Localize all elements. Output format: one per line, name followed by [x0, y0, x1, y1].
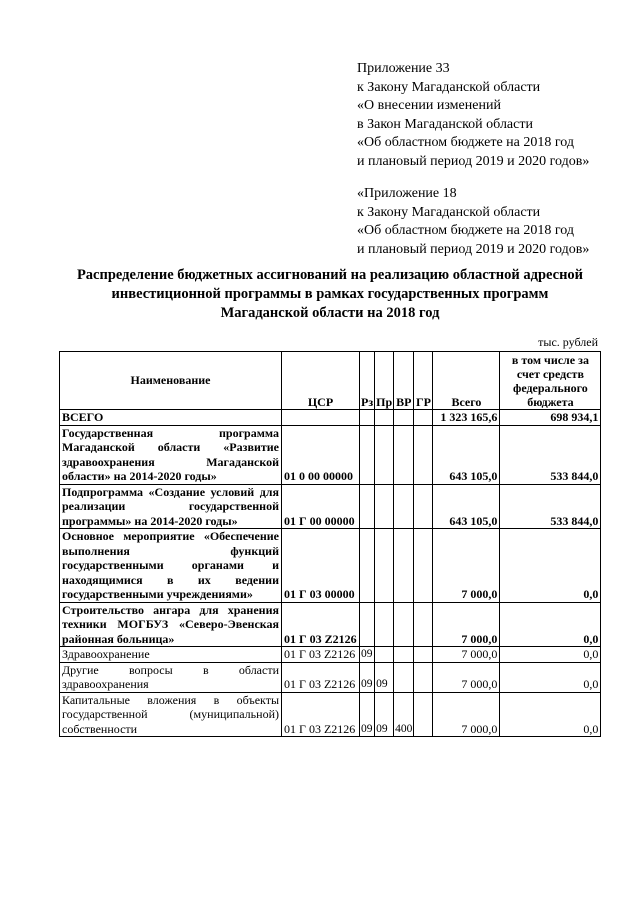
row-vr: [394, 647, 414, 663]
row-vr: [394, 425, 414, 484]
row-federal: 533 844,0: [500, 425, 601, 484]
row-vr: [394, 662, 414, 692]
row-total: 7 000,0: [433, 529, 500, 603]
row-total: 643 105,0: [433, 484, 500, 529]
row-csr: 01 Г 00 00000: [282, 484, 360, 529]
row-federal: 533 844,0: [500, 484, 601, 529]
appendix-heading: [357, 60, 589, 259]
row-csr: 01 Г 03 00000: [282, 529, 360, 603]
appendix-line: и плановый период 2019 и 2020 годов»: [357, 241, 590, 257]
row-csr: [282, 410, 360, 426]
header-total: Всего: [433, 352, 500, 410]
appendix-line: к Закону Магаданской области: [357, 79, 541, 95]
row-name: Другие вопросы в области здравоохранения: [60, 662, 282, 692]
header-federal: в том числе за счет средств федерального бюджета: [500, 352, 601, 410]
row-csr: 01 Г 03 Z2126: [282, 692, 360, 737]
header-name: Наименование: [60, 352, 282, 410]
row-pr: [375, 529, 394, 603]
row-csr: 01 Г 03 Z2126: [282, 602, 360, 647]
row-total: 1 323 165,6: [433, 410, 500, 426]
row-vr: [394, 529, 414, 603]
row-total: 7 000,0: [433, 647, 500, 663]
row-gr: [414, 662, 433, 692]
table-row: [60, 425, 601, 484]
document-title: [40, 266, 620, 323]
header-pr: Пр: [375, 352, 394, 410]
row-rz: [360, 484, 375, 529]
row-pr: [375, 425, 394, 484]
row-rz: 09: [360, 662, 375, 692]
row-pr: 09: [375, 692, 394, 737]
row-federal: 698 934,1: [500, 410, 601, 426]
row-gr: [414, 647, 433, 663]
table-header-row: [60, 352, 601, 410]
row-gr: [414, 410, 433, 426]
row-gr: [414, 425, 433, 484]
appendix-line: «Приложение 18: [357, 186, 457, 201]
row-pr: [375, 410, 394, 426]
row-rz: 09: [360, 692, 375, 737]
appendix-line: и плановый период 2019 и 2020 годов»: [357, 153, 590, 169]
title-line: Магаданской области на 2018 год: [220, 305, 440, 321]
title-line: Распределение бюджетных ассигнований на реализацию областной адресной: [76, 267, 584, 283]
table-row: [60, 692, 601, 737]
appendix-line: Приложение 33: [357, 61, 450, 76]
row-pr: 09: [375, 662, 394, 692]
header-gr: ГР: [414, 352, 433, 410]
table-row: [60, 602, 601, 647]
row-total: 643 105,0: [433, 425, 500, 484]
row-name: Государственная программа Магаданской области «Развитие здравоохранения Магаданской области» на 2014-2020 годы»: [60, 425, 282, 484]
row-pr: [375, 484, 394, 529]
row-rz: [360, 425, 375, 484]
table-row: [60, 662, 601, 692]
row-total: 7 000,0: [433, 602, 500, 647]
row-federal: 0,0: [500, 692, 601, 737]
budget-table: [59, 351, 601, 737]
row-name: Основное мероприятие «Обеспечение выполнения функций государственными органами и находящимися в их ведении государственными учреждениями»: [60, 529, 282, 603]
row-csr: 01 0 00 00000: [282, 425, 360, 484]
row-pr: [375, 602, 394, 647]
row-name: Подпрограмма «Создание условий для реализации государственной программы» на 2014-2020 годы»: [60, 484, 282, 529]
row-name: Строительство ангара для хранения техники МОГБУЗ «Северо-Эвенская районная больница»: [60, 602, 282, 647]
row-rz: [360, 529, 375, 603]
units-label: тыс. рублей: [538, 335, 598, 349]
row-vr: [394, 484, 414, 529]
row-name: ВСЕГО: [60, 410, 282, 426]
table-row: [60, 647, 601, 663]
row-gr: [414, 692, 433, 737]
row-gr: [414, 484, 433, 529]
row-total: 7 000,0: [433, 662, 500, 692]
header-vr: ВР: [394, 352, 414, 410]
row-csr: 01 Г 03 Z2126: [282, 662, 360, 692]
appendix-line: «Об областном бюджете на 2018 год: [357, 135, 574, 150]
table-row: [60, 529, 601, 603]
appendix-line: «Об областном бюджете на 2018 год: [357, 223, 574, 238]
row-vr: [394, 602, 414, 647]
table-row: [60, 484, 601, 529]
appendix-line: «О внесении изменений: [357, 98, 501, 113]
row-gr: [414, 602, 433, 647]
row-federal: 0,0: [500, 602, 601, 647]
header-rz: Рз: [360, 352, 375, 410]
row-federal: 0,0: [500, 662, 601, 692]
row-name: Здравоохранение: [60, 647, 282, 663]
row-vr: [394, 410, 414, 426]
table-row: [60, 410, 601, 426]
row-rz: 09: [360, 647, 375, 663]
row-gr: [414, 529, 433, 603]
header-csr: ЦСР: [282, 352, 360, 410]
title-line: инвестиционной программы в рамках государственных программ: [111, 286, 549, 302]
row-federal: 0,0: [500, 647, 601, 663]
appendix-line: к Закону Магаданской области: [357, 204, 541, 220]
appendix-line: в Закон Магаданской области: [357, 116, 533, 132]
row-csr: 01 Г 03 Z2126: [282, 647, 360, 663]
row-rz: [360, 602, 375, 647]
row-rz: [360, 410, 375, 426]
row-name: Капитальные вложения в объекты государственной (муниципальной) собственности: [60, 692, 282, 737]
row-federal: 0,0: [500, 529, 601, 603]
row-vr: 400: [394, 692, 414, 737]
row-pr: [375, 647, 394, 663]
row-total: 7 000,0: [433, 692, 500, 737]
